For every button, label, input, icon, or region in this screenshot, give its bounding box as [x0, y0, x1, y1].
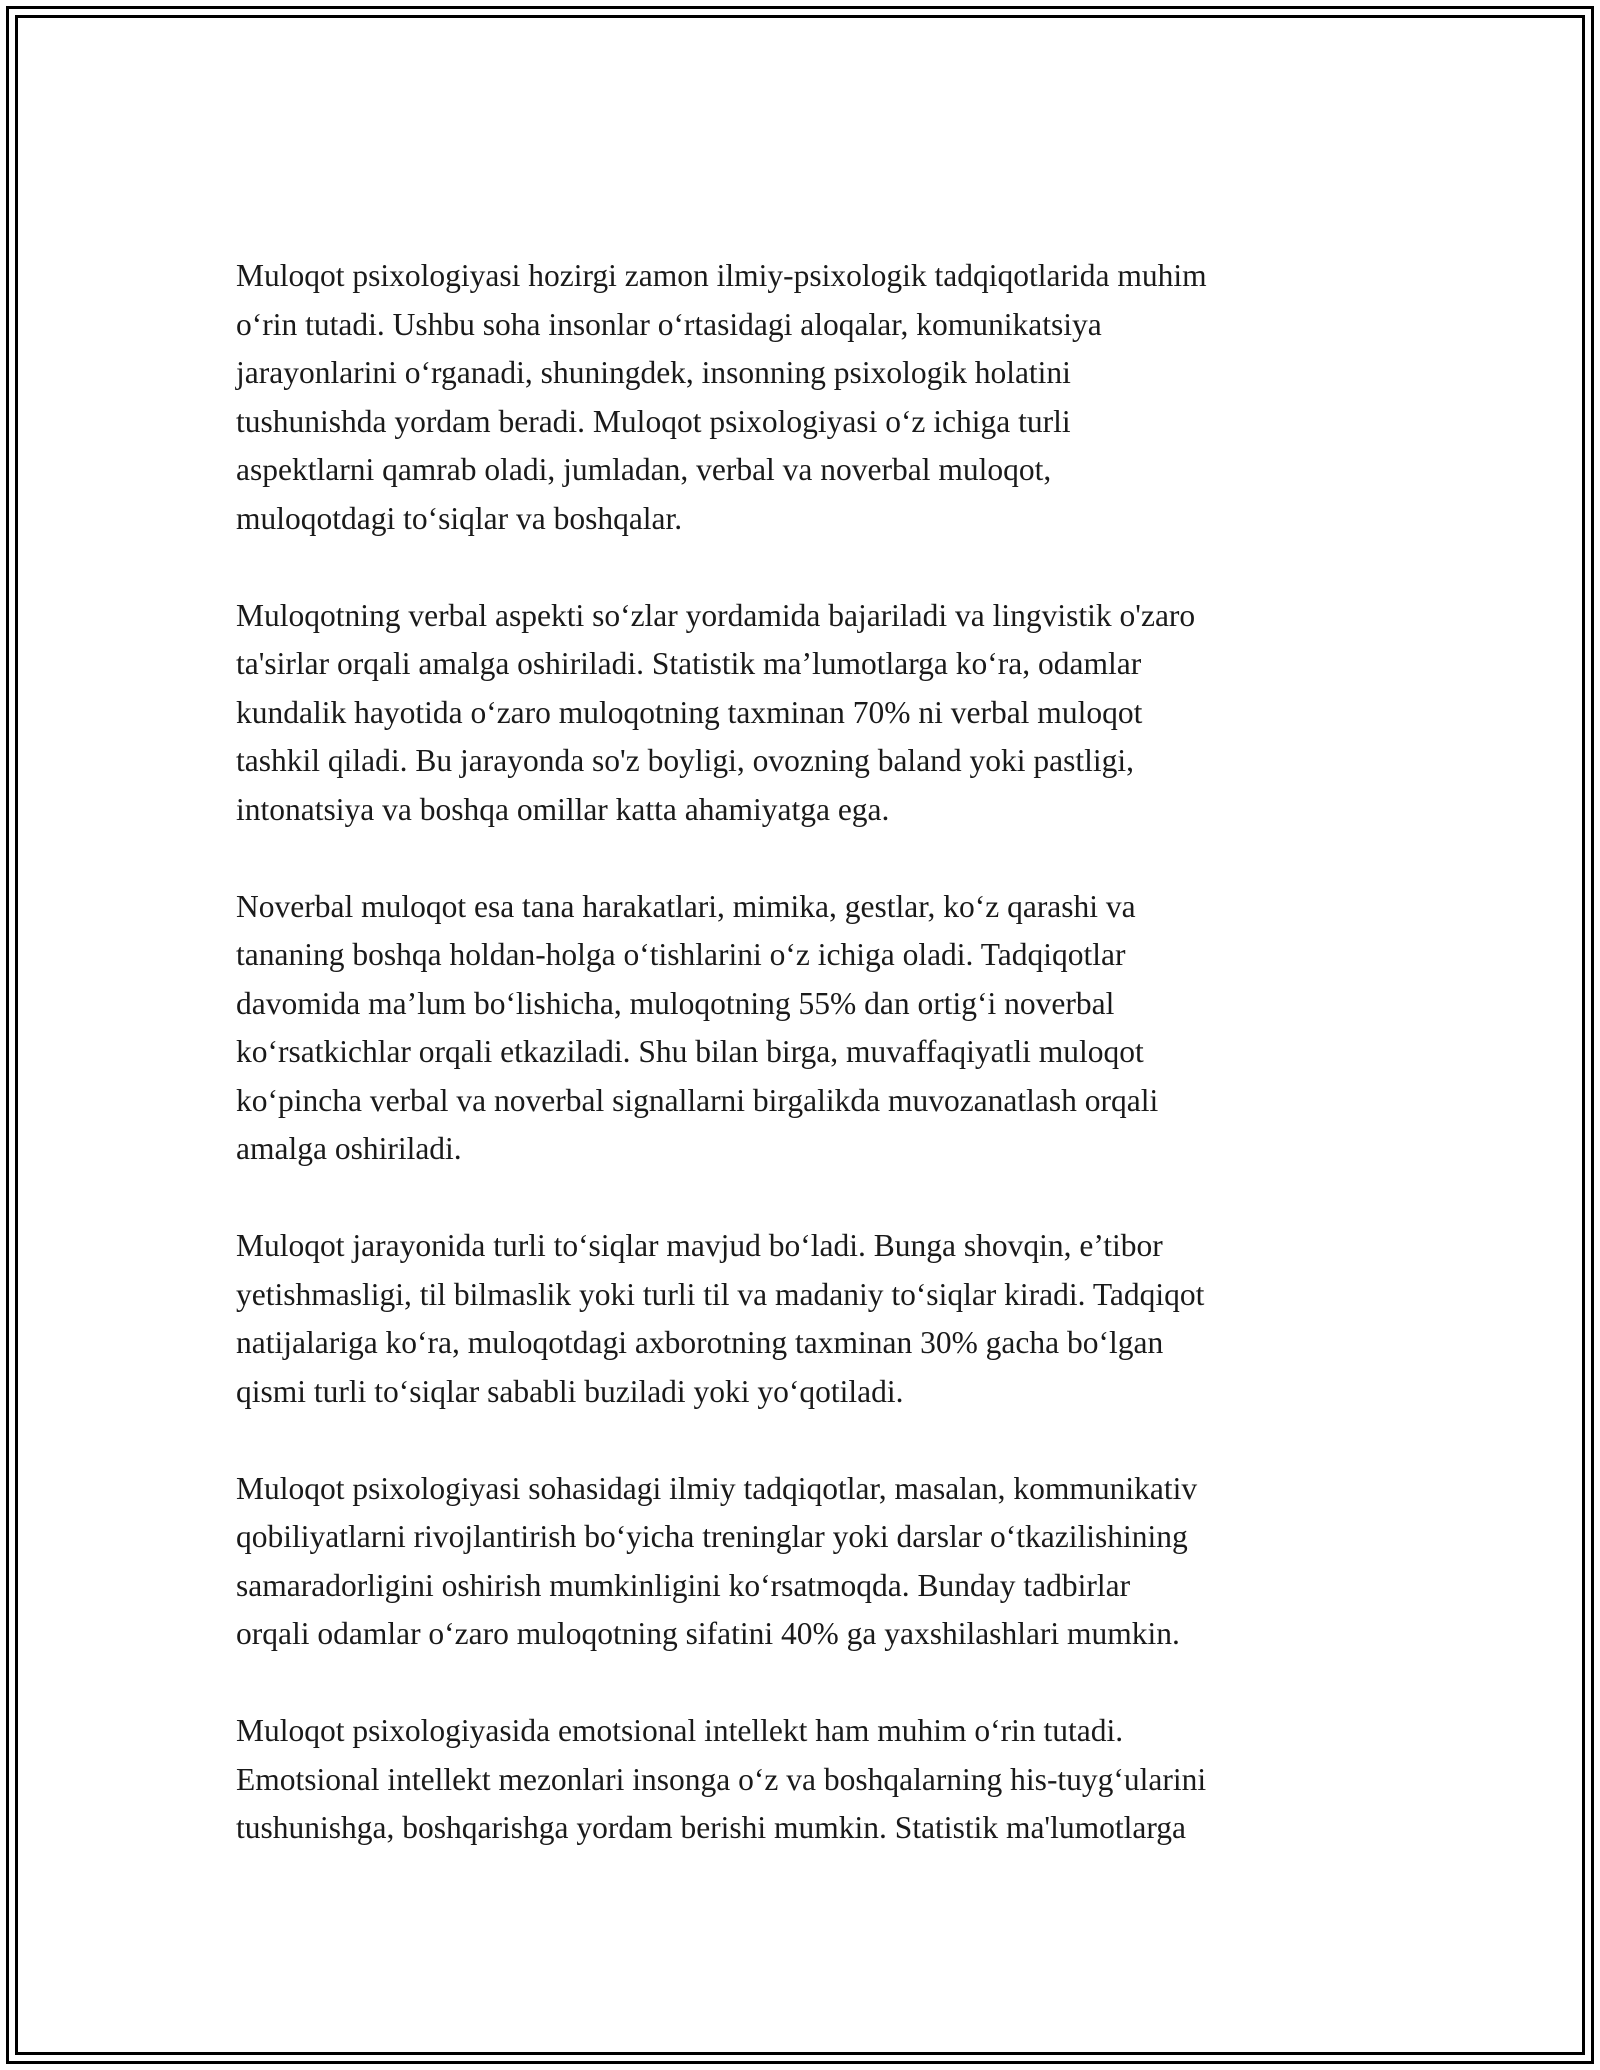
- paragraph-research: Muloqot psixologiyasi sohasidagi ilmiy tadqiqotlar, masalan, kommunikativ qobiliyatlarni rivojlantirish bo‘yicha treninglar yoki darslar o‘tkazilishining samaradorligini oshirish mumkinligini ko‘rsatmoqda. Bunday tadbirlar orqali odamlar o‘zaro muloqotning sifatini 40% ga yaxshilashlari mumkin.: [236, 1470, 1198, 1651]
- paragraph-verbal: Muloqotning verbal aspekti so‘zlar yordamida bajariladi va lingvistik o'zaro ta'sirlar orqali amalga oshiriladi. Statistik ma’lumotlarga ko‘ra, odamlar kundalik hayotida o‘zaro muloqotning taxminan 70% ni verbal muloqot tashkil qiladi. Bu jarayonda so'z boyligi, ovozning baland yoki pastligi, intonatsiya va boshqa omillar katta ahamiyatga ega.: [236, 597, 1196, 827]
- paragraph-intro: Muloqot psixologiyasi hozirgi zamon ilmiy-psixologik tadqiqotlarida muhim o‘rin tutadi. Ushbu soha insonlar o‘rtasidagi aloqalar, komunikatsiya jarayonlarini o‘rganadi, shuningdek, insonning psixologik holatini tushunishda yordam beradi. Muloqot psixologiyasi o‘z ichiga turli aspektlarni qamrab oladi, jumladan, verbal va noverbal muloqot, muloqotdagi to‘siqlar va boshqalar.: [236, 258, 1207, 536]
- paragraph-emotional-intelligence: Muloqot psixologiyasida emotsional intellekt ham muhim o‘rin tutadi. Emotsional intellekt mezonlari insonga o‘z va boshqalarning his-tuyg‘ularini tushunishga, boshqarishga yordam berishi mumkin. Statistik ma'lumotlarga: [236, 1713, 1207, 1845]
- document-body: [236, 252, 1396, 1853]
- paragraph-noverbal: Noverbal muloqot esa tana harakatlari, mimika, gestlar, ko‘z qarashi va tananing boshqa holdan-holga o‘tishlarini o‘z ichiga oladi. Tadqiqotlar davomida ma’lum bo‘lishicha, muloqotning 55% dan ortig‘i noverbal ko‘rsatkichlar orqali etkaziladi. Shu bilan birga, muvaffaqiyatli muloqot ko‘pincha verbal va noverbal signallarni birgalikda muvozanatlash orqali amalga oshiriladi.: [236, 888, 1159, 1166]
- paragraph-barriers: Muloqot jarayonida turli to‘siqlar mavjud bo‘ladi. Bunga shovqin, e’tibor yetishmasligi, til bilmaslik yoki turli til va madaniy to‘siqlar kiradi. Tadqiqot natijalariga ko‘ra, muloqotdagi axborotning taxminan 30% gacha bo‘lgan qismi turli to‘siqlar sababli buziladi yoki yo‘qotiladi.: [236, 1228, 1205, 1409]
